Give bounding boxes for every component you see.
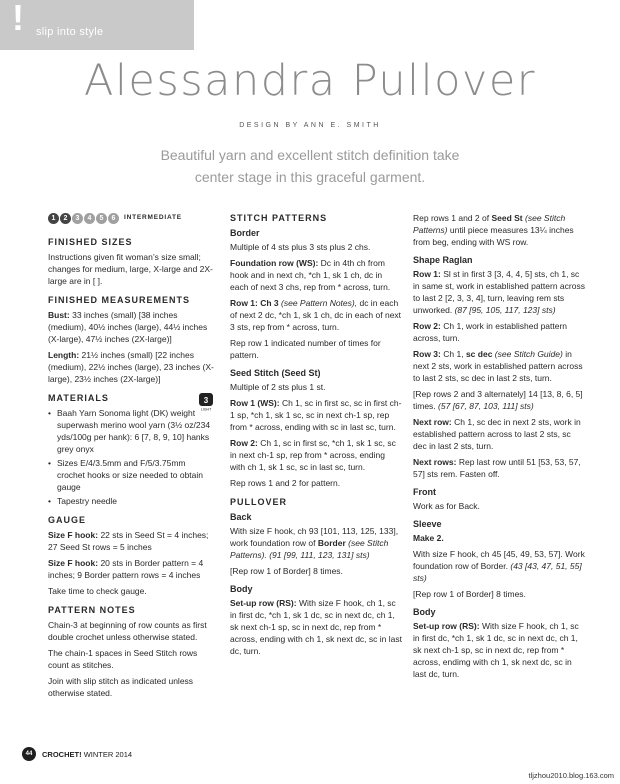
raglan-row-3: Row 3: Ch 1, sc dec (see Stitch Guide) in next 2 sts, work in established pattern across to last 2 sts, sc dec in last 2 sts, turn. — [413, 349, 583, 383]
front-text: Work as for Back. — [413, 501, 480, 511]
exclamation-mark: ! — [12, 0, 24, 38]
skill-level — [48, 212, 214, 224]
section-label: slip into style — [36, 26, 104, 38]
sleeve-heading: Sleeve — [413, 519, 442, 529]
note-2: The chain-1 spaces in Seed Stitch rows count as stitches. — [48, 648, 198, 670]
border-repeat: Rep row 1 indicated number of times for pattern. — [230, 338, 381, 360]
gauge-heading: GAUGE — [48, 515, 87, 525]
materials-heading: MATERIALS — [48, 393, 109, 403]
back-repeat: [Rep row 1 of Border] 8 times. — [230, 566, 343, 576]
material-item: • Baah Yarn Sonoma light (DK) weight superwash merino wool yarn (3½ oz/234 yds/100g per hank): 6 [7, 8, 9, 10] hanks grey onyx — [48, 407, 214, 455]
column-2 — [230, 212, 402, 661]
svg-text:3: 3 — [203, 396, 209, 405]
level-2-icon: 2 — [60, 213, 71, 224]
sleeve-body-heading: Body — [413, 607, 436, 617]
level-5-icon: 5 — [96, 213, 107, 224]
level-4-icon: 4 — [84, 213, 95, 224]
finished-sizes-text: Instructions given fit woman’s size small; changes for medium, large, X-large and 2X-large are in [ ]. — [48, 252, 213, 286]
shape-raglan-heading: Shape Raglan — [413, 255, 473, 265]
border-multiple: Multiple of 4 sts plus 3 sts plus 2 chs. — [230, 242, 371, 252]
sleeve-repeat: [Rep row 1 of Border] 8 times. — [413, 589, 526, 599]
pullover-heading: PULLOVER — [230, 497, 288, 507]
seed-repeat: Rep rows 1 and 2 for pattern. — [230, 478, 341, 488]
section-tab — [0, 0, 194, 50]
material-item: • Tapestry needle — [48, 495, 214, 507]
materials-block — [48, 392, 214, 507]
setup-row: Set-up row (RS): With size F hook, ch 1, sc in first dc, *ch 1, sk 1 dc, sc in next dc, ch 1, sk next ch-1 sp, sc in next dc, rep from * across, ending with ch 1, sk next dc, sc in last dc, turn. — [230, 598, 402, 656]
body-heading: Body — [230, 584, 253, 594]
level-3-icon: 3 — [72, 213, 83, 224]
raglan-row-1: Row 1: Sl st in first 3 [3, 4, 4, 5] sts, ch 1, sc in same st, work in established pattern across to last 2 [2, 3, 3, 4], turn, leaving rem sts unworked. (87 [95, 105, 117, 123] sts) — [413, 269, 585, 315]
page-footer — [22, 747, 132, 761]
page-title: Alessandra Pullover — [84, 56, 536, 106]
watermark: tljzhou2010.blog.163.com — [528, 771, 614, 780]
pattern-notes-heading: PATTERN NOTES — [48, 605, 136, 615]
border-row-1: Row 1: Ch 3 (see Pattern Notes), dc in each of next 2 dc, *ch 1, sk 1 ch, dc in each of next 3 sts, rep from * across, turn. — [230, 298, 402, 332]
next-rows: Next rows: Rep last row until 51 [53, 53, 57, 57] sts rem. Fasten off. — [413, 457, 581, 479]
gauge-3: Take time to check gauge. — [48, 586, 147, 596]
seed-repeat-text: Rep rows 1 and 2 of Seed St (see Stitch Patterns) until piece measures 13¼ inches from beg, ending with WS row. — [413, 213, 574, 247]
sleeve-setup-row: Set-up row (RS): With size F hook, ch 1, sc in first dc, *ch 1, sk 1 dc, sc in next dc, ch 1, sk next ch-1 sp, sc in next dc, rep from * across, endimg with ch 1, sk next dc, sc in last dc, turn. — [413, 621, 579, 679]
seed-stitch-heading: Seed Stitch (Seed St) — [230, 368, 321, 378]
level-6-icon: 6 — [108, 213, 119, 224]
finished-sizes-heading: FINISHED SIZES — [48, 237, 133, 247]
foundation-row: Foundation row (WS): Dc in 4th ch from hook and in next ch, *ch 1, sk 1 ch, dc in each of next 3 chs, rep from * across, turn. — [230, 258, 391, 292]
gauge-2: Size F hook: 20 sts in Border pattern = 4 inches; 9 Border pattern rows = 4 inches — [48, 558, 204, 580]
column-3 — [413, 212, 585, 684]
column-1 — [48, 212, 214, 703]
level-label: INTERMEDIATE — [124, 214, 182, 221]
gauge-1: Size F hook: 22 sts in Seed St = 4 inches; 27 Seed St rows = 5 inches — [48, 530, 209, 552]
finished-measurements-heading: FINISHED MEASUREMENTS — [48, 295, 191, 305]
magazine-name: CROCHET! — [42, 749, 82, 759]
border-heading: Border — [230, 228, 260, 238]
note-3: Join with slip stitch as indicated unless otherwise stated. — [48, 676, 194, 698]
seed-row-1: Row 1 (WS): Ch 1, sc in first sc, sc in first ch-1 sp, *ch 1, sk 1 sc, sc in next ch-1 sp, rep from * across, ending with sc in last sc, turn. — [230, 398, 402, 432]
svg-text:LIGHT: LIGHT — [200, 407, 212, 411]
next-row: Next row: Ch 1, sc dec in next 2 sts, work in established pattern across to last 2 sts, sc dec in last 2 sts, turn. — [413, 417, 581, 451]
note-1: Chain-3 at beginning of row counts as first double crochet unless otherwise stated. — [48, 620, 207, 642]
materials-list — [48, 407, 214, 507]
sleeve-text: With size F hook, ch 45 [45, 49, 53, 57]. Work foundation row of Border. (43 [43, 47, 51, 55] sts) — [413, 549, 585, 583]
byline: DESIGN BY ANN E. SMITH — [239, 122, 381, 129]
raglan-repeat: [Rep rows 2 and 3 alternately] 14 [13, 8, 6, 5] times. (57 [67, 87, 103, 111] sts) — [413, 389, 583, 411]
page-number: 44 — [22, 747, 36, 761]
front-heading: Front — [413, 487, 436, 497]
stitch-patterns-heading: STITCH PATTERNS — [230, 213, 328, 223]
seed-multiple: Multiple of 2 sts plus 1 st. — [230, 382, 326, 392]
subtitle: Beautiful yarn and excellent stitch definition take center stage in this graceful garment. — [160, 147, 460, 185]
back-text: With size F hook, ch 93 [101, 113, 125, 133], work foundation row of Border (see Stitch Patterns). (91 [99, 111, 123, 131] sts) — [230, 526, 399, 560]
back-heading: Back — [230, 512, 252, 522]
material-item: • Sizes E/4/3.5mm and F/5/3.75mm crochet hooks or size needed to obtain gauge — [48, 457, 214, 493]
length-text: Length: 21½ inches (small) [22 inches (medium), 22½ inches (large), 23 inches (X-large), 23½ inches (2X-large)] — [48, 350, 214, 384]
make-two: Make 2. — [413, 533, 444, 543]
bust-text: Bust: 33 inches (small) [38 inches (medium), 40½ inches (large), 44½ inches (X-large), 47½ inches (2X-large)] — [48, 310, 208, 344]
seed-row-2: Row 2: Ch 1, sc in first sc, *ch 1, sk 1 sc, sc in next ch-1 sp, rep from * across, ending with ch 1, sk 1 sc, sc in last sc, turn. — [230, 438, 396, 472]
level-1-icon: 1 — [48, 213, 59, 224]
raglan-row-2: Row 2: Ch 1, work in established pattern across, turn. — [413, 321, 568, 343]
issue-label: WINTER 2014 — [83, 749, 133, 759]
